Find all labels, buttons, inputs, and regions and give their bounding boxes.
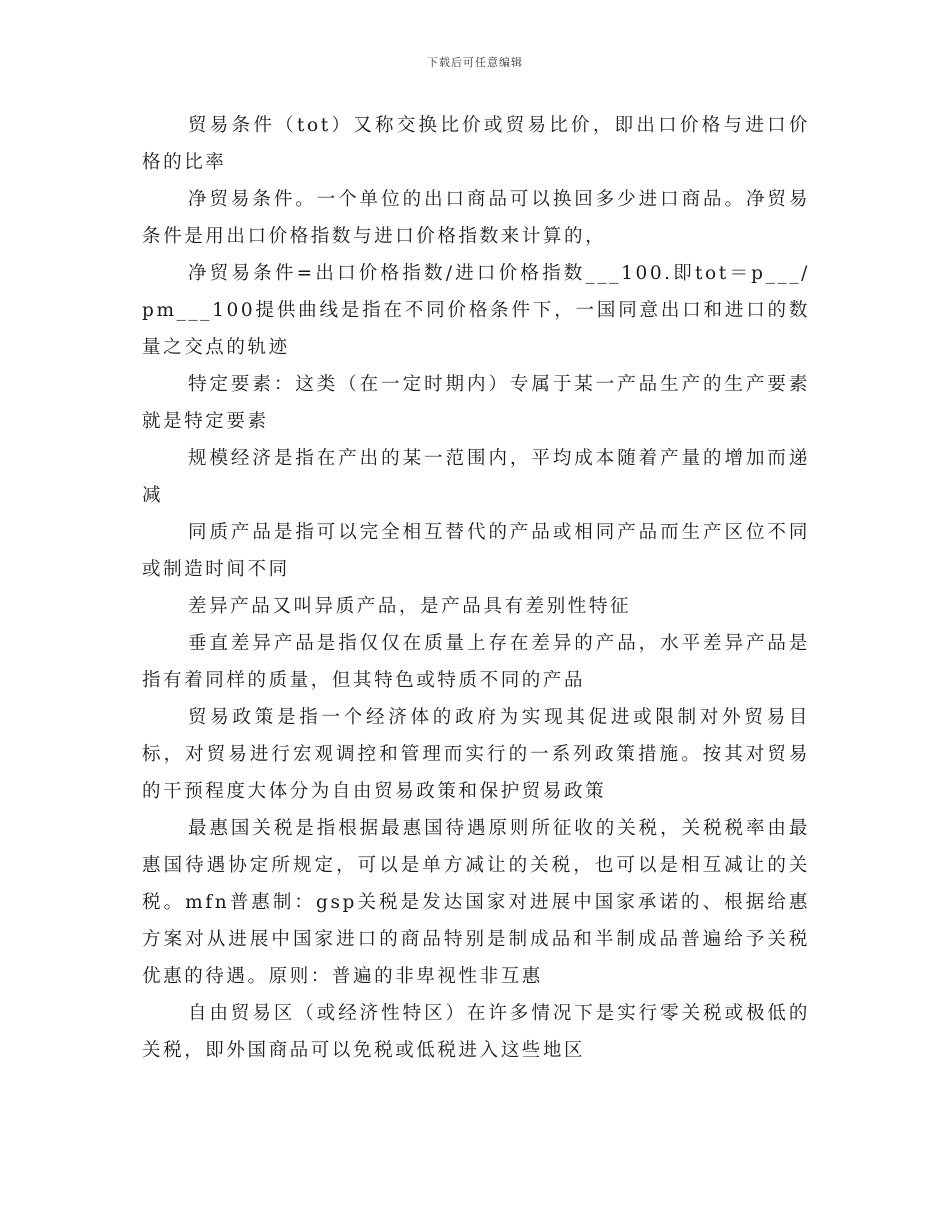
paragraph-specific-factors: 特定要素：这类（在一定时期内）专属于某一产品生产的生产要素就是特定要素: [142, 374, 810, 432]
paragraph-net-terms-of-trade: 净贸易条件。一个单位的出口商品可以换回多少进口商品。净贸易条件是用出口价格指数与进口价格指数来计算的，: [142, 189, 810, 247]
paragraph-tot-formula: 净贸易条件=出口价格指数/进口价格指数___100.即tot＝p___/pm___100提供曲线是指在不同价格条件下，一国同意出口和进口的数量之交点的轨迹: [142, 263, 810, 358]
paragraph-free-trade-zone: 自由贸易区（或经济性特区）在许多情况下是实行零关税或极低的关税，即外国商品可以免税或低税进入这些地区: [142, 1003, 810, 1061]
paragraph-vertical-horizontal-differentiation: 垂直差异产品是指仅仅在质量上存在差异的产品，水平差异产品是指有着同样的质量，但其特色或特质不同的产品: [142, 633, 810, 691]
paragraph-economies-of-scale: 规模经济是指在产出的某一范围内，平均成本随着产量的增加而递减: [142, 448, 810, 506]
page-header: 下载后可任意编辑: [427, 56, 523, 69]
paragraph-differentiated-products: 差异产品又叫异质产品，是产品具有差别性特征: [188, 596, 632, 617]
paragraph-trade-policy: 贸易政策是指一个经济体的政府为实现其促进或限制对外贸易目标，对贸易进行宏观调控和管理而实行的一系列政策措施。按其对贸易的干预程度大体分为自由贸易政策和保护贸易政策: [142, 707, 810, 802]
paragraph-homogeneous-products: 同质产品是指可以完全相互替代的产品或相同产品而生产区位不同或制造时间不同: [142, 522, 810, 580]
document-body: [142, 107, 810, 1069]
paragraph-mfn-gsp: 最惠国关税是指根据最惠国待遇原则所征收的关税，关税税率由最惠国待遇协定所规定，可以是单方减让的关税，也可以是相互减让的关税。mfn普惠制：gsp关税是发达国家对进展中国家承诺的、根据给惠方案对从进展中国家进口的商品特别是制成品和半制成品普遍给予关税优惠的待遇。原则：普遍的非卑视性非互惠: [142, 818, 810, 987]
paragraph-terms-of-trade: 贸易条件（tot）又称交换比价或贸易比价，即出口价格与进口价格的比率: [142, 115, 810, 173]
